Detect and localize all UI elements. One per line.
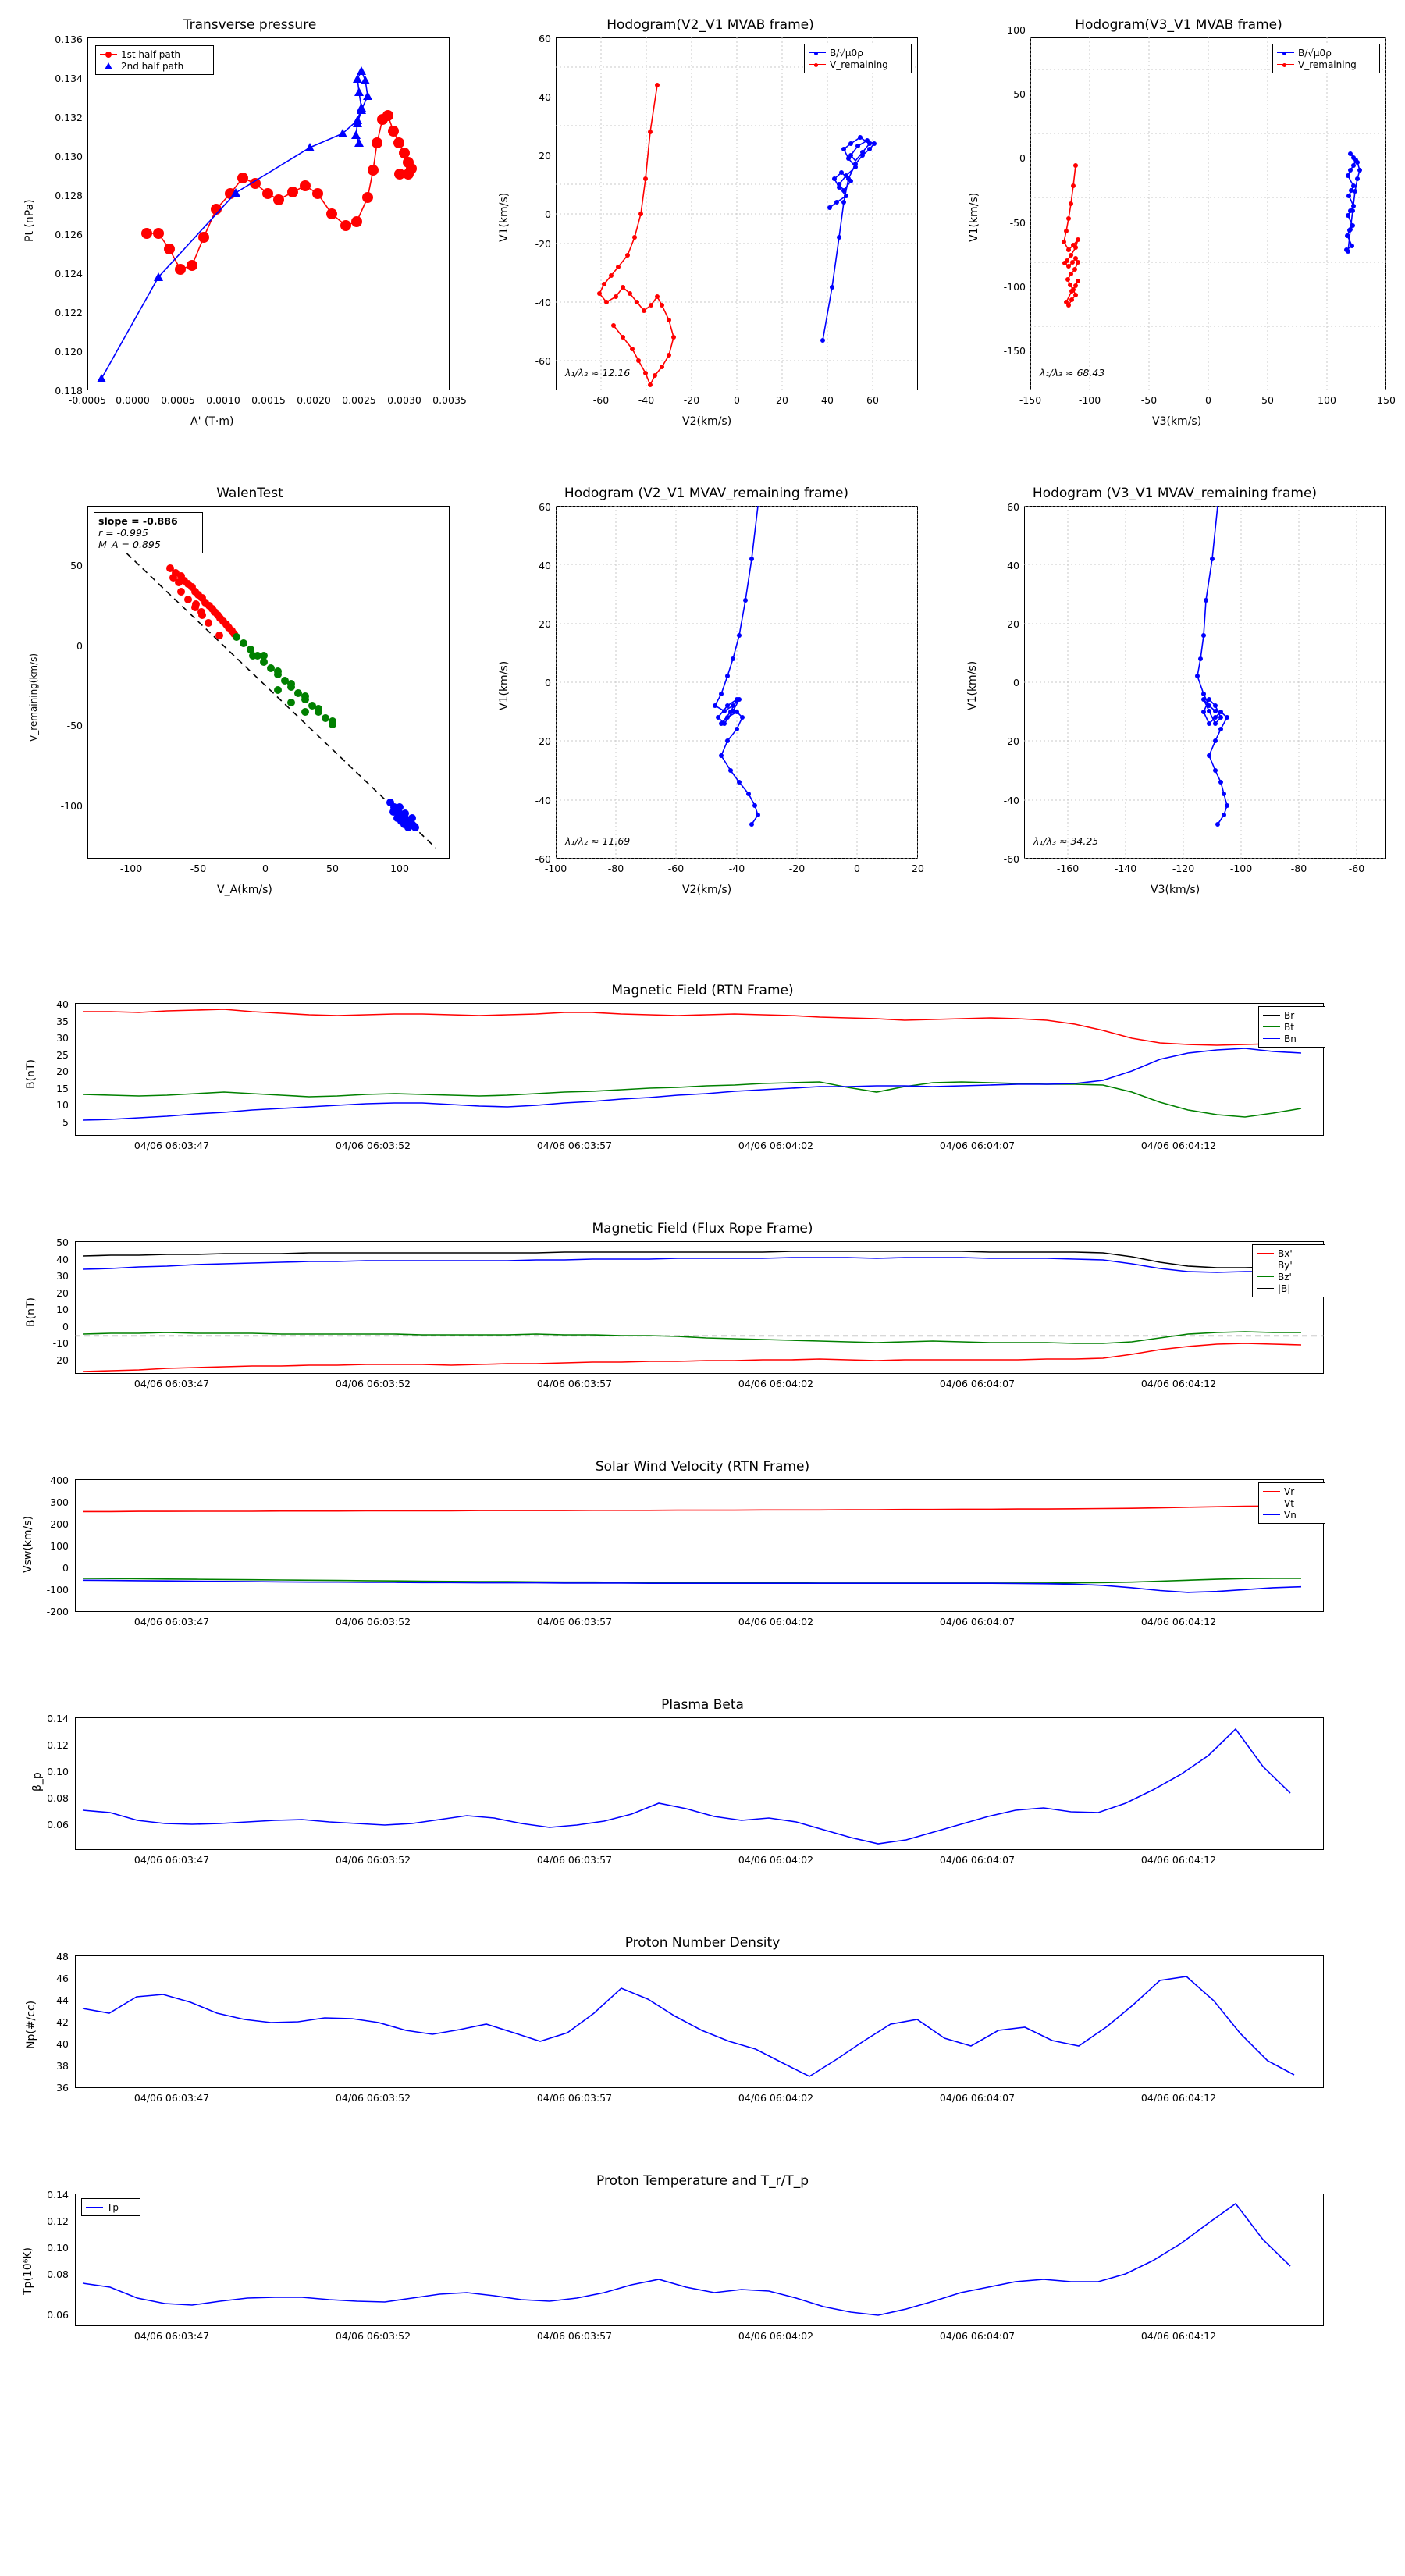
y-tick: -100 [1003, 281, 1026, 293]
y-tick: -40 [1003, 795, 1019, 806]
x-tick: 04/06 06:04:02 [738, 2330, 814, 2342]
y-tick: 25 [56, 1049, 69, 1061]
panel-hodogram-v2v1-mvav [468, 468, 937, 921]
x-tick: -160 [1056, 863, 1080, 874]
y-tick: -20 [52, 1354, 69, 1366]
panel-title: WalenTest [216, 486, 283, 501]
x-tick: 04/06 06:03:57 [536, 1140, 613, 1151]
x-tick: 04/06 06:03:47 [133, 1378, 210, 1389]
x-tick: 0.0005 [161, 394, 195, 406]
y-tick: 0.124 [55, 268, 83, 279]
y-tick: 0.08 [47, 1792, 69, 1804]
x-tick: 150 [1377, 394, 1396, 406]
legend-label: Br [1284, 1009, 1295, 1021]
legend-label: |B| [1278, 1283, 1291, 1294]
panel-title: Proton Number Density [624, 1935, 781, 1951]
y-tick: 0.128 [55, 190, 83, 201]
legend-line-red [100, 54, 117, 55]
y-tick: 5 [62, 1116, 69, 1128]
y-tick: 50 [1013, 88, 1026, 100]
x-axis-label: V3(km/s) [1151, 884, 1200, 896]
y-tick: 0 [545, 208, 551, 220]
legend-line-bmag [1257, 1288, 1274, 1289]
y-tick: -20 [535, 735, 551, 747]
legend [95, 45, 214, 75]
y-tick: -150 [1003, 345, 1026, 357]
y-tick: 0.118 [55, 385, 83, 397]
y-tick: 200 [50, 1518, 69, 1530]
y-tick: 48 [56, 1951, 69, 1962]
y-axis-label: B(nT) [25, 1297, 37, 1327]
y-tick: -10 [52, 1337, 69, 1349]
legend-label: 1st half path [121, 48, 181, 60]
y-tick: 0 [1019, 152, 1026, 164]
x-tick: 0.0000 [116, 394, 150, 406]
panel-title: Hodogram(V2_V1 MVAB frame) [606, 17, 814, 33]
y-tick: 50 [70, 560, 83, 571]
legend [1252, 1244, 1325, 1297]
eigenvalue-ratio-annotation: λ₁/λ₂ ≈ 11.69 [565, 835, 631, 847]
legend-label: B/√μ0ρ [1298, 47, 1332, 59]
y-tick: -60 [1003, 853, 1019, 865]
x-tick: 04/06 06:04:02 [738, 1854, 814, 1866]
legend-label: By' [1278, 1259, 1293, 1271]
panel-proton-temperature [0, 2170, 1405, 2381]
y-axis-label: Tp(10⁶K) [22, 2247, 34, 2295]
y-tick: -20 [1003, 735, 1019, 747]
y-tick: 20 [56, 1066, 69, 1077]
legend-line-vr [1263, 1491, 1280, 1492]
legend-item [1263, 1509, 1321, 1521]
panel-proton-number-density [0, 1932, 1405, 2127]
y-tick: -40 [535, 795, 551, 806]
x-tick: -40 [728, 863, 745, 874]
y-tick: 0 [545, 677, 551, 688]
fit-alfven-mach: M_A = 0.895 [98, 539, 161, 550]
y-tick: 20 [539, 150, 551, 162]
x-tick: 04/06 06:03:52 [335, 2330, 411, 2342]
legend-line-red [1277, 64, 1294, 65]
plot-canvas [75, 1003, 1324, 1136]
y-tick: 20 [539, 618, 551, 630]
legend-label: 2nd half path [121, 60, 184, 72]
y-tick: 0.132 [55, 112, 83, 123]
x-tick: 04/06 06:03:52 [335, 1140, 411, 1151]
x-tick: -100 [119, 863, 143, 874]
y-tick: 0 [76, 640, 83, 652]
y-tick: 0.06 [47, 1819, 69, 1831]
y-tick: 0.14 [47, 2189, 69, 2201]
y-tick: 38 [56, 2060, 69, 2072]
legend [804, 44, 912, 73]
x-tick: 04/06 06:03:52 [335, 1378, 411, 1389]
x-tick: 04/06 06:03:52 [335, 1854, 411, 1866]
x-axis-label: V2(km/s) [682, 415, 732, 428]
legend-label: Vt [1284, 1497, 1294, 1509]
legend-line-bn [1263, 1038, 1280, 1039]
x-tick: 04/06 06:04:02 [738, 1616, 814, 1628]
x-tick: 04/06 06:03:57 [536, 1616, 613, 1628]
panel-plasma-beta [0, 1694, 1405, 1889]
legend-item [1263, 1021, 1321, 1033]
panel-transverse-pressure [0, 0, 468, 453]
legend-item [809, 47, 907, 59]
y-tick: 40 [539, 560, 551, 571]
x-tick: 04/06 06:04:07 [939, 1140, 1016, 1151]
eigenvalue-ratio-annotation: λ₁/λ₂ ≈ 12.16 [565, 367, 631, 379]
x-tick: 04/06 06:04:12 [1140, 1616, 1217, 1628]
x-tick: -120 [1172, 863, 1195, 874]
x-axis-label: V3(km/s) [1152, 415, 1202, 428]
x-tick: 0.0020 [297, 394, 331, 406]
x-tick: 04/06 06:04:07 [939, 2092, 1016, 2104]
y-axis-label: V_remaining(km/s) [28, 653, 39, 742]
x-tick: -60 [592, 394, 610, 406]
y-tick: 0.12 [47, 1739, 69, 1751]
x-tick: 04/06 06:04:12 [1140, 2092, 1217, 2104]
x-tick: 04/06 06:04:12 [1140, 1378, 1217, 1389]
y-tick: -20 [535, 238, 551, 250]
legend-item [1257, 1247, 1321, 1259]
plot-canvas [556, 506, 918, 859]
y-tick: 46 [56, 1973, 69, 1984]
x-tick: -80 [1290, 863, 1307, 874]
plot-canvas [1024, 506, 1386, 859]
y-tick: 35 [56, 1016, 69, 1027]
x-tick: 0 [1205, 394, 1211, 406]
y-tick: 40 [1007, 560, 1019, 571]
x-tick: 04/06 06:03:57 [536, 2330, 613, 2342]
y-tick: -60 [535, 355, 551, 367]
y-tick: 40 [539, 91, 551, 103]
y-tick: 0.126 [55, 229, 83, 240]
legend-item [1263, 1485, 1321, 1497]
y-tick: 0 [1013, 677, 1019, 688]
x-tick: 04/06 06:04:02 [738, 2092, 814, 2104]
panel-title: Magnetic Field (RTN Frame) [611, 983, 794, 998]
y-tick: 400 [50, 1475, 69, 1486]
y-tick: 100 [50, 1540, 69, 1552]
legend-item [1277, 47, 1375, 59]
panel-title: Plasma Beta [661, 1697, 744, 1713]
y-axis-label: β_p [31, 1772, 44, 1791]
x-tick: -0.0005 [68, 394, 107, 406]
x-tick: 100 [1318, 394, 1336, 406]
x-tick: 50 [1261, 394, 1274, 406]
legend-label: Tp [107, 2201, 119, 2213]
x-tick: -50 [190, 863, 207, 874]
x-tick: 0 [262, 863, 269, 874]
x-tick: 0 [854, 863, 860, 874]
y-axis-label: Np(#/cc) [25, 2000, 37, 2049]
y-tick: 0.08 [47, 2268, 69, 2280]
y-tick: 30 [56, 1270, 69, 1282]
plot-canvas [556, 37, 918, 390]
legend-item [1263, 1009, 1321, 1021]
y-tick: 0.10 [47, 2242, 69, 2254]
x-tick: 0.0010 [206, 394, 240, 406]
plot-canvas [1030, 37, 1386, 390]
x-axis-label: V2(km/s) [682, 884, 732, 896]
legend-label: V_remaining [830, 59, 888, 70]
y-tick: -40 [535, 297, 551, 308]
x-tick: 04/06 06:04:12 [1140, 1854, 1217, 1866]
x-tick: 0.0015 [251, 394, 286, 406]
x-tick: 0 [734, 394, 740, 406]
x-tick: -100 [544, 863, 567, 874]
panel-title: Proton Temperature and T_r/T_p [596, 2173, 809, 2189]
legend-line-vn [1263, 1514, 1280, 1515]
legend [1258, 1482, 1325, 1524]
fit-slope: slope = -0.886 [98, 515, 178, 527]
x-axis-label: V_A(km/s) [217, 884, 272, 896]
y-tick: -100 [46, 1584, 69, 1596]
panel-title: Hodogram(V3_V1 MVAB frame) [1075, 17, 1282, 33]
x-tick: -20 [788, 863, 806, 874]
y-tick: 20 [1007, 618, 1019, 630]
legend-label: Vn [1284, 1509, 1297, 1521]
legend-label: Bz' [1278, 1271, 1292, 1283]
x-tick: 100 [390, 863, 409, 874]
panel-hodogram-v3v1-mvav [937, 468, 1405, 921]
y-tick: 60 [1007, 501, 1019, 513]
y-tick: 10 [56, 1099, 69, 1111]
y-tick: 0 [62, 1562, 69, 1574]
plot-canvas [87, 506, 450, 859]
x-tick: 04/06 06:03:47 [133, 2092, 210, 2104]
y-tick: 20 [56, 1287, 69, 1299]
legend-line-blue [809, 52, 826, 53]
y-axis-label: Vsw(km/s) [22, 1515, 34, 1573]
y-tick: -200 [46, 1606, 69, 1617]
panel-magnetic-field-rtn [0, 980, 1405, 1175]
y-tick: 0.10 [47, 1766, 69, 1777]
panel-hodogram-v2v1-mvab [468, 0, 937, 453]
y-tick: 60 [539, 33, 551, 44]
x-tick: -60 [1348, 863, 1365, 874]
x-tick: 04/06 06:04:07 [939, 1854, 1016, 1866]
x-tick: -100 [1078, 394, 1101, 406]
eigenvalue-ratio-annotation: λ₁/λ₃ ≈ 34.25 [1033, 835, 1099, 847]
y-axis-label: Pt (nPa) [23, 199, 36, 242]
y-tick: 0.120 [55, 346, 83, 358]
x-tick: 40 [821, 394, 834, 406]
plot-canvas [75, 2194, 1324, 2326]
plot-canvas [75, 1717, 1324, 1850]
y-tick: 10 [56, 1304, 69, 1315]
y-tick: 0.14 [47, 1713, 69, 1724]
x-tick: 04/06 06:03:57 [536, 2092, 613, 2104]
plot-canvas [87, 37, 450, 390]
x-tick: 04/06 06:03:47 [133, 1616, 210, 1628]
x-tick: 04/06 06:03:57 [536, 1378, 613, 1389]
y-tick: 0.136 [55, 34, 83, 45]
x-tick: 04/06 06:03:47 [133, 1854, 210, 1866]
legend-label: V_remaining [1298, 59, 1357, 70]
panel-hodogram-v3v1-mvab [937, 0, 1405, 453]
legend-item [809, 59, 907, 70]
y-tick: 100 [1007, 24, 1026, 36]
x-tick: -50 [1140, 394, 1158, 406]
x-axis-label: A' (T·m) [190, 415, 234, 428]
y-tick: 15 [56, 1083, 69, 1094]
legend [81, 2198, 140, 2216]
legend-item [1257, 1259, 1321, 1271]
legend-label: Bn [1284, 1033, 1297, 1044]
legend-label: B/√μ0ρ [830, 47, 863, 59]
legend-label: Vr [1284, 1485, 1295, 1497]
legend-line-bz [1257, 1276, 1274, 1277]
x-tick: 04/06 06:03:47 [133, 1140, 210, 1151]
x-tick: 0.0025 [342, 394, 376, 406]
y-tick: 0.134 [55, 73, 83, 84]
y-tick: -60 [535, 853, 551, 865]
y-tick: 36 [56, 2082, 69, 2094]
plot-canvas [75, 1241, 1324, 1374]
x-tick: -80 [607, 863, 624, 874]
panel-title: Transverse pressure [183, 17, 317, 33]
x-tick: -40 [638, 394, 655, 406]
y-tick: 300 [50, 1496, 69, 1508]
legend-line-br [1263, 1015, 1280, 1016]
x-tick: 04/06 06:04:07 [939, 2330, 1016, 2342]
x-tick: -100 [1229, 863, 1253, 874]
x-tick: -140 [1114, 863, 1137, 874]
x-tick: 04/06 06:04:07 [939, 1378, 1016, 1389]
eigenvalue-ratio-annotation: λ₁/λ₃ ≈ 68.43 [1040, 367, 1105, 379]
x-tick: 20 [912, 863, 924, 874]
panel-title: Magnetic Field (Flux Rope Frame) [592, 1221, 813, 1236]
y-tick: 60 [539, 501, 551, 513]
y-tick: 0.122 [55, 307, 83, 318]
legend-line-tp [86, 2207, 103, 2208]
y-tick: 42 [56, 2016, 69, 2028]
x-tick: 0.0035 [432, 394, 467, 406]
y-tick: 30 [56, 1032, 69, 1044]
x-tick: 04/06 06:04:12 [1140, 2330, 1217, 2342]
y-tick: 50 [56, 1236, 69, 1248]
legend-item [100, 60, 209, 72]
y-tick: -50 [66, 720, 83, 731]
legend-item [1263, 1497, 1321, 1509]
legend-item [1257, 1283, 1321, 1294]
y-tick: 40 [56, 2038, 69, 2050]
y-tick: -50 [1009, 217, 1026, 229]
x-tick: -60 [667, 863, 685, 874]
legend-item [100, 48, 209, 60]
panel-title: Hodogram (V3_V1 MVAV_remaining frame) [1032, 486, 1318, 501]
y-tick: 0.06 [47, 2309, 69, 2321]
legend-line-bt [1263, 1026, 1280, 1027]
y-tick: 0 [62, 1321, 69, 1332]
fit-info-box [94, 512, 203, 553]
y-tick: 0.130 [55, 151, 83, 162]
x-tick: 04/06 06:03:47 [133, 2330, 210, 2342]
x-tick: 04/06 06:04:02 [738, 1140, 814, 1151]
y-axis-label: B(nT) [25, 1059, 37, 1089]
y-axis-label: V1(km/s) [498, 660, 510, 710]
x-tick: 04/06 06:04:07 [939, 1616, 1016, 1628]
plot-canvas [75, 1479, 1324, 1612]
x-tick: 04/06 06:03:52 [335, 2092, 411, 2104]
y-axis-label: V1(km/s) [968, 192, 980, 242]
legend-line-blue [1277, 52, 1294, 53]
x-tick: 04/06 06:03:57 [536, 1854, 613, 1866]
y-tick: 44 [56, 1994, 69, 2006]
panel-title: Solar Wind Velocity (RTN Frame) [595, 1459, 810, 1475]
x-tick: -150 [1019, 394, 1042, 406]
legend-item [1263, 1033, 1321, 1044]
legend [1258, 1006, 1325, 1048]
x-tick: 04/06 06:04:12 [1140, 1140, 1217, 1151]
y-axis-label: V1(km/s) [966, 660, 979, 710]
legend-item [86, 2201, 136, 2213]
y-tick: 40 [56, 998, 69, 1010]
x-tick: 0.0030 [387, 394, 422, 406]
x-tick: 04/06 06:04:02 [738, 1378, 814, 1389]
panel-walen-test [0, 468, 468, 921]
legend-label: Bt [1284, 1021, 1294, 1033]
x-tick: 60 [866, 394, 879, 406]
panel-magnetic-field-flux-rope [0, 1218, 1405, 1413]
legend-item [1277, 59, 1375, 70]
legend-label: Bx' [1278, 1247, 1293, 1259]
legend [1272, 44, 1380, 73]
y-tick: 0.12 [47, 2215, 69, 2227]
panel-title: Hodogram (V2_V1 MVAV_remaining frame) [564, 486, 849, 501]
y-tick: -100 [60, 800, 83, 812]
x-tick: 20 [776, 394, 788, 406]
y-tick: 40 [56, 1254, 69, 1265]
fit-correlation: r = -0.995 [98, 527, 148, 539]
panel-solar-wind-velocity [0, 1456, 1405, 1651]
legend-line-bx [1257, 1253, 1274, 1254]
x-tick: -20 [683, 394, 700, 406]
x-tick: 04/06 06:03:52 [335, 1616, 411, 1628]
legend-line-red [809, 64, 826, 65]
y-axis-label: V1(km/s) [498, 192, 510, 242]
plot-canvas [75, 1955, 1324, 2088]
x-tick: 50 [326, 863, 339, 874]
legend-item [1257, 1271, 1321, 1283]
